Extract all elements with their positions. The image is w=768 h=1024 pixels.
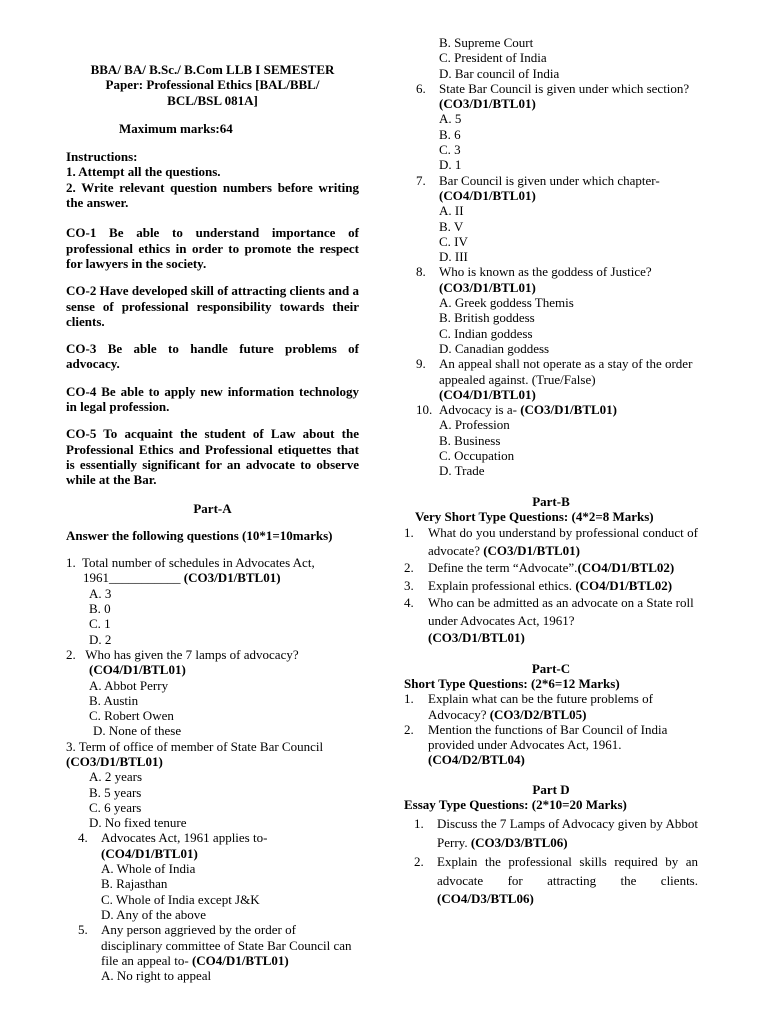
option: D. None of these <box>93 723 182 739</box>
option: B. 6 <box>439 126 461 142</box>
option: A. Whole of India <box>101 861 196 877</box>
part-c-question: 1. Explain what can be the future problems of Advocacy? (CO3/D2/BTL05) <box>404 691 653 722</box>
course-outcome: CO-3 Be able to handle future problems of advocacy. <box>66 341 359 372</box>
left-column <box>66 0 359 983</box>
option: A. Greek goddess Themis <box>439 295 574 311</box>
option: B. V <box>439 218 464 234</box>
part-c-title: Part-C <box>531 660 571 676</box>
option: A. No right to appeal <box>101 968 212 984</box>
option: C. Whole of India except J&K <box>101 891 260 907</box>
question-6: 6. State Bar Council is given under which section? (CO3/D1/BTL01) A. 5 B. 6 C. 3 D. 1 <box>404 81 698 173</box>
option: A. II <box>439 203 464 219</box>
option: D. 2 <box>89 631 112 647</box>
option: A. 5 <box>439 111 462 127</box>
option: B. 5 years <box>89 784 142 800</box>
option: C. Occupation <box>439 448 515 464</box>
option: B. British goddess <box>439 310 535 326</box>
question-9: 9. An appeal shall not operate as a stay of the order appealed against. (True/False) (CO4/D1/BTL01) <box>416 356 693 402</box>
option: D. Any of the above <box>101 906 207 922</box>
part-b-question: 1. What do you understand by professional conduct of advocate? (CO3/D1/BTL01) <box>404 525 698 558</box>
question-7: 7. Bar Council is given under which chapter- (CO4/D1/BTL01) A. II B. V C. IV D. III <box>404 173 698 265</box>
part-d-question: 1. Discuss the 7 Lamps of Advocacy given by Abbot Perry. (CO3/D3/BTL06) <box>414 816 698 850</box>
option: C. Robert Owen <box>89 708 174 724</box>
option: A. 3 <box>89 585 112 601</box>
course-outcome: CO-4 Be able to apply new information technology in legal profession. <box>66 383 359 415</box>
option: D. Canadian goddess <box>439 340 550 356</box>
course-outcome: CO-2 Have developed skill of attracting clients and a sense of professional responsibility towards their clients. <box>66 283 359 329</box>
instructions-title: Instructions: <box>66 149 138 165</box>
course-outcome: CO-5 To acquaint the student of Law about the Professional Ethics and Professional etiquettes that is essentially significant for an advocate to observe while at the Bar. <box>66 426 359 488</box>
question-1: 1. Total number of schedules in Advocates Act, 1961___________ (CO3/D1/BTL01) A. 3 B. 0 C. 1 D. 2 <box>66 555 359 647</box>
option: B. Supreme Court <box>439 35 534 50</box>
option: C. President of India <box>439 50 547 66</box>
max-marks: Maximum marks:64 <box>119 120 233 136</box>
question-5: 5. Any person aggrieved by the order of disciplinary committee of State Bar Council can file an appeal to- (CO4/D1/BTL01) A. No right to appeal <box>66 922 359 983</box>
part-c-instruction: Short Type Questions: (2*6=12 Marks) <box>404 676 620 691</box>
part-a-instruction: Answer the following questions (10*1=10marks) <box>66 527 333 543</box>
option: B. 0 <box>89 601 111 617</box>
option: C. 3 <box>439 142 461 158</box>
part-c-question: 2. Mention the functions of Bar Council of India provided under Advocates Act, 1961. (CO4/D2/BTL04) <box>404 721 668 768</box>
option: B. Business <box>439 432 501 448</box>
option: D. Trade <box>439 463 485 479</box>
option: D. III <box>439 249 468 265</box>
option: C. Indian goddess <box>439 325 533 341</box>
option: D. Bar council of India <box>439 65 560 81</box>
part-d-question: 2. Explain the professional skills required by an advocate for attracting the clients. (CO4/D3/BTL06) <box>414 854 698 907</box>
part-b-instruction: Very Short Type Questions: (4*2=8 Marks) <box>415 508 654 524</box>
question-10: 10. Advocacy is a- (CO3/D1/BTL01) A. Profession B. Business C. Occupation D. Trade <box>404 402 698 478</box>
question-2: 2. Who has given the 7 lamps of advocacy? (CO4/D1/BTL01) A. Abbot Perry B. Austin C. Robert Owen D. None of these <box>66 647 359 739</box>
part-b-question: 4. Who can be admitted as an advocate on a State roll under Advocates Act, 1961? (CO3/D1/BTL01) <box>404 595 694 646</box>
part-b-title: Part-B <box>532 493 570 509</box>
option: D. 1 <box>439 157 462 173</box>
instruction-item: 1. Attempt all the questions. <box>66 164 221 180</box>
part-d-title: Part D <box>532 781 570 797</box>
part-a-title: Part-A <box>193 500 232 516</box>
option: B. Rajasthan <box>101 876 168 892</box>
option: A. Profession <box>439 417 510 433</box>
question-8: 8. Who is known as the goddess of Justice? (CO3/D1/BTL01) A. Greek goddess Themis B. British goddess C. Indian goddess D. Canadian goddess <box>404 264 698 356</box>
right-column <box>404 0 698 909</box>
option: C. 1 <box>89 616 111 632</box>
part-b-question: 2. Define the term “Advocate”.(CO4/D1/BTL02) <box>404 560 675 576</box>
course-title: BBA/ BA/ B.Sc./ B.Com LLB I SEMESTER <box>90 62 335 77</box>
option: A. Abbot Perry <box>89 677 169 693</box>
part-b-question: 3. Explain professional ethics. (CO4/D1/BTL02) <box>404 577 673 593</box>
option: B. Austin <box>89 692 139 708</box>
option: A. 2 years <box>89 769 143 785</box>
option: D. No fixed tenure <box>89 815 187 831</box>
option: C. IV <box>439 233 468 249</box>
paper-title: Paper: Professional Ethics [BAL/BBL/ <box>105 77 320 93</box>
instruction-item: 2. Write relevant question numbers before writing the answer. <box>66 179 359 211</box>
part-d-instruction: Essay Type Questions: (2*10=20 Marks) <box>404 797 627 813</box>
option: C. 6 years <box>89 799 142 815</box>
course-outcome: CO-1 Be able to understand importance of professional ethics in order to promote the respect for lawyers in the society. <box>66 225 359 271</box>
question-4: 4. Advocates Act, 1961 applies to- (CO4/D1/BTL01) A. Whole of India B. Rajasthan C. Whole of India except J&K D. Any of the above <box>66 830 359 922</box>
question-3: 3. Term of office of member of State Bar Council (CO3/D1/BTL01) A. 2 years B. 5 years C. 6 years D. No fixed tenure <box>66 739 359 831</box>
paper-code: BCL/BSL 081A] <box>167 92 258 108</box>
